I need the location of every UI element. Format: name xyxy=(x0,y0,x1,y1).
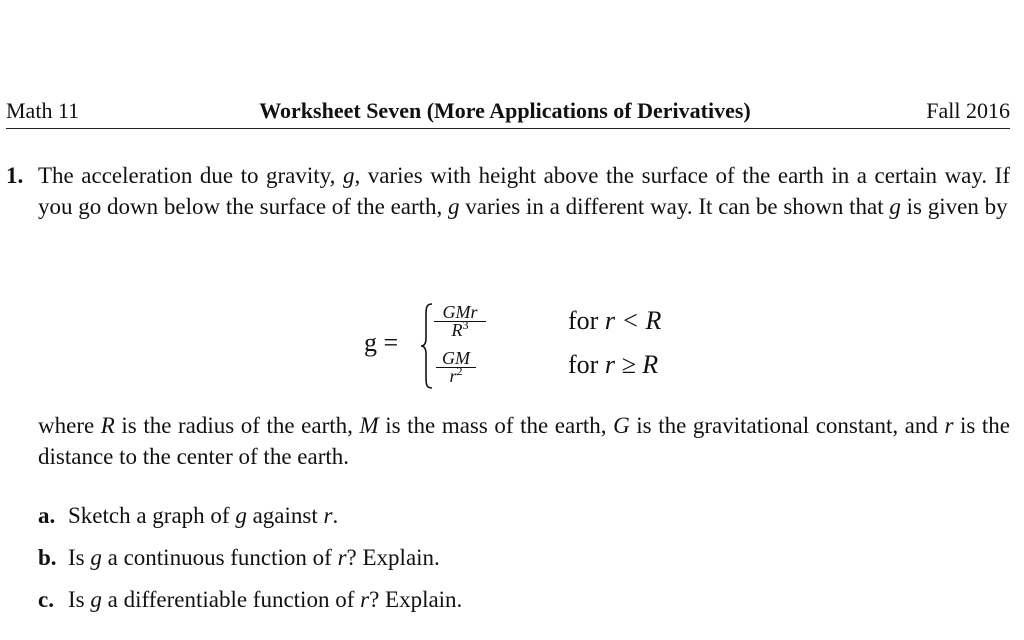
part-c: c. Is g a differentiable function of r? Explain. xyxy=(38,584,462,626)
var-g: g xyxy=(448,194,460,219)
case2-numerator: GM xyxy=(436,350,476,368)
sub-questions xyxy=(38,500,462,626)
equation-lhs: g = xyxy=(364,328,399,357)
var-g: g xyxy=(342,163,355,188)
case1-condition: for r < R xyxy=(568,306,662,335)
header-rule xyxy=(6,128,1010,129)
case2-denominator: $r^2$ xyxy=(449,364,463,386)
case2-condition: for r ≥ R xyxy=(568,350,659,379)
problem-number: 1. xyxy=(6,163,24,188)
var-g: g xyxy=(889,194,901,219)
worksheet-title: Worksheet Seven (More Applications of Derivatives) xyxy=(259,98,751,123)
piecewise-equation xyxy=(364,298,694,394)
worksheet-header xyxy=(6,98,1010,126)
part-label: a. xyxy=(38,503,56,528)
term: Fall 2016 xyxy=(926,98,1010,123)
case1-fraction xyxy=(434,304,486,339)
case1-denominator: $R^3$ xyxy=(451,318,469,340)
case1-numerator: GMr xyxy=(434,304,486,322)
case2-fraction xyxy=(436,350,476,385)
course-name: Math 11 xyxy=(6,98,80,123)
left-brace xyxy=(420,302,434,390)
part-a: a. Sketch a graph of g against r. xyxy=(38,500,462,542)
variable-explanation: where R is the radius of the earth, M is the mass of the earth, G is the gravitational constant, and r is the distance to the center of the earth. xyxy=(38,413,1010,469)
problem-1 xyxy=(6,160,1010,222)
part-label: b. xyxy=(38,545,57,570)
part-label: c. xyxy=(38,587,54,612)
part-b: b. Is g a continuous function of r? Explain. xyxy=(38,542,462,584)
problem-intro: The acceleration due to gravity, g, varies with height above the surface of the earth in a certain way. If you go down below the surface of the earth, g varies in a different way. It can be shown that g is given by xyxy=(38,163,1010,219)
